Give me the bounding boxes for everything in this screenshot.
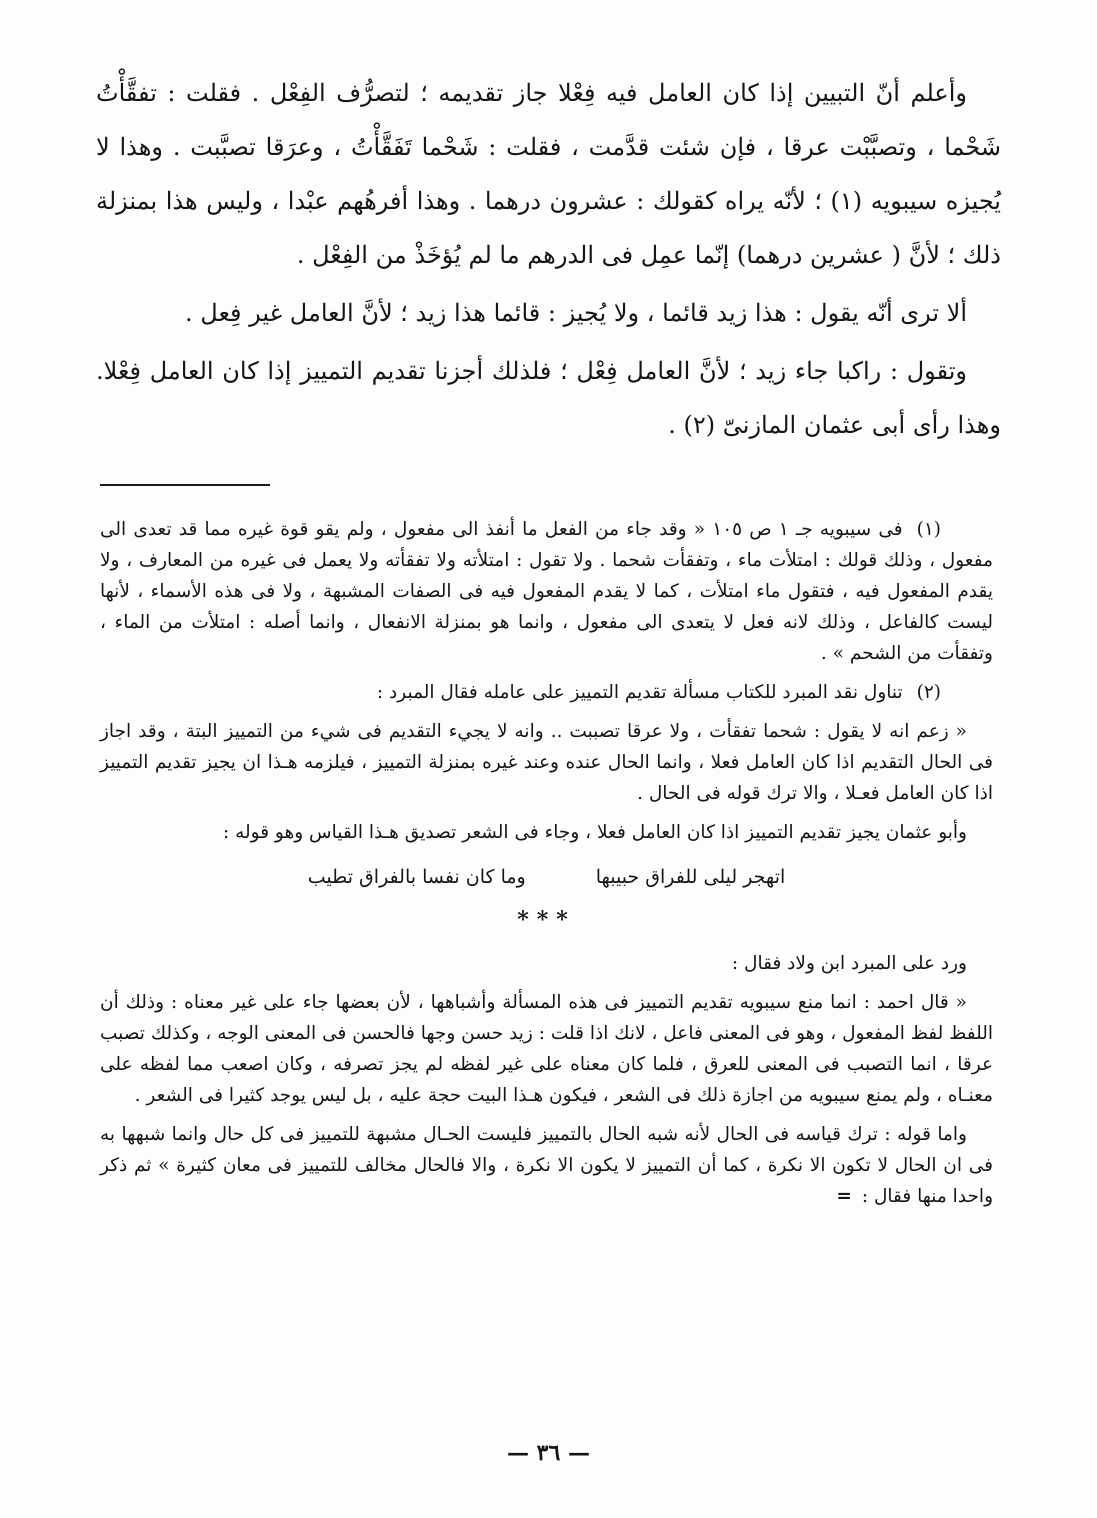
main-paragraph-1: وأعلم أنّ التبيين إذا كان العامل فيه فِعْلا جاز تقديمه ؛ لتصرُّف الفِعْل . فقلت : تفقَّأْتُ شَحْما ، وتصبَّبْت عرقا ، فإن شئت قدَّمت ، فقلت : شَحْما تَفَقَّأْتُ ، وعرَقا تصبَّبت . وهذا لا يُجيزه سيبويه (١) ؛ لأنّه يراه كقولك : عشرون درهما . وهذا أفرهُهم عبْدا ، وليس هذا بمنزلة ذلك ؛ لأنَّ ( عشرين درهما) إنّما عمِل فى الدرهم ما لم يُؤخَذْ من الفِعْل . — [96, 79, 1001, 269]
main-paragraph-3: وتقول : راكبا جاء زيد ؛ لأنَّ العامل فِعْل ؛ فلذلك أجزنا تقديم التمييز إذا كان العامل فِعْلا. وهذا رأى أبى عثمان المازنىّ (٢) . — [96, 357, 1001, 439]
continuation-mark: = — [836, 1186, 852, 1207]
abu-uthman-quote: وأبو عثمان يجيز تقديم التمييز اذا كان العامل فعلا ، وجاء فى الشعر تصديق هـذا القياس وهو قوله : — [222, 822, 967, 843]
verse-second-hemistich: وما كان نفسا بالفراق تطيب — [307, 866, 526, 888]
page-number: — ٣٦ — — [507, 1440, 590, 1466]
main-text-body — [96, 66, 1001, 452]
mubarrad-quote: « زعم انه لا يقول : شحما تفقأت ، ولا عرقا تصببت .. وانه لا يجيء التقديم فى شيء من التمييز البتة ، وقد اجاز فى الحال التقديم اذا كان العامل فعلا ، وانما الحال عنده وعند غيره بمنزلة التمييز ، فيلزمه هـذا ان يجيز تقديم التمييز اذا كان العامل فعـلا ، والا ترك قوله فى الحال . — [100, 721, 993, 804]
ibn-wallad-reply-2-text: واما قوله : ترك قياسه فى الحال لأنه شبه الحال بالتمييز فليست الحـال مشبهة للتمييز فى كل حال وانما شبهها به فى ان الحال لا تكون الا نكرة ، كما أن التمييز لا يكون الا نكرة ، والا فالحال مخالف للتمييز فى معان كثيرة » ثم ذكر واحدا منها فقال : — [100, 1124, 993, 1207]
footnote-1-number: (١) — [916, 519, 941, 540]
reply-intro: ورد على المبرد ابن ولاد فقال : — [731, 953, 967, 974]
footnotes-section — [100, 514, 993, 1212]
footnote-2-number: (٢) — [916, 682, 941, 703]
ibn-wallad-reply-2 — [100, 1119, 993, 1212]
footnote-1 — [100, 514, 993, 669]
footnote-1-text: فى سيبويه جـ ١ ص ١٠٥ « وقد جاء من الفعل ما أنفذ الى مفعول ، ولم يقو قوة غيره مما قد تعدى الى مفعول ، وذلك قولك : امتلأت ماء ، وتفقأت شحما . ولا تقول : امتلأته ولا تفقأته ولا يعمل فى غيره من المعارف ، ولا يقدم المفعول فيه ، فتقول ماء امتلأت ، كما لا يقدم المفعول فيه فى الصفات المشبهة ، ولا فى هذه الأسماء ، لأنها ليست كالفاعل ، وذلك لانه فعل لا يتعدى الى مفعول ، وانما هو بمنزلة الانفعال ، وانما أصله : امتلأت من الماء ، وتفقأت من الشحم » . — [100, 519, 994, 664]
footnote-2 — [100, 677, 993, 708]
poetry-verse — [100, 862, 993, 893]
footnote-2-text: تناول نقد المبرد للكتاب مسألة تقديم التمييز على عامله فقال المبرد : — [376, 682, 903, 703]
ibn-wallad-reply-1: « قال احمد : انما منع سيبويه تقديم التمييز فى هذه المسألة وأشباهها ، لأن بعضها جاء على غير معناه : وذلك أن اللفظ لفظ المفعول ، وهو فى المعنى فاعل ، لانك اذا قلت : زيد حسن وجها فالحسن فى المعنى الوجه ، وكذلك تصبب عرقا ، انما التصبب فى المعنى للعرق ، فلما كان معناه على غير لفظه لم يجز تصرفه ، وكان اصعب مما لفظه على معنـاه ، ولم يمنع سيبويه من اجازة ذلك فى الشعر ، فيكون هـذا البيت حجة عليه ، بل ليس يوجد كثيرا فى الشعر . — [100, 992, 993, 1106]
footnote-divider — [100, 484, 270, 486]
section-separator-stars: *** — [517, 907, 576, 933]
main-paragraph-2: ألا ترى أنّه يقول : هذا زيد قائما ، ولا يُجيز : قائما هذا زيد ؛ لأنَّ العامل غير فِعل . — [185, 299, 967, 327]
verse-first-hemistich: اتهجر ليلى للفراق حبيبها — [595, 866, 786, 888]
